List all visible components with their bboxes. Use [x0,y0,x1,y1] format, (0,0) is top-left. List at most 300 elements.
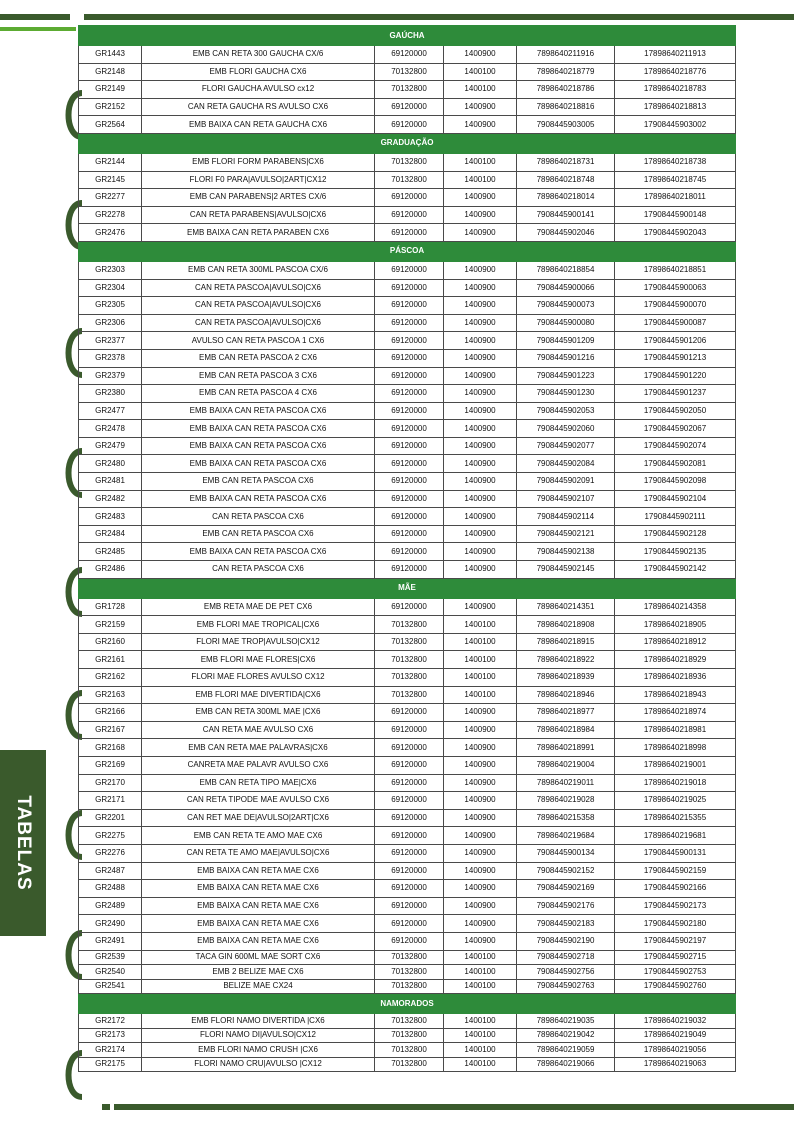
table-row [79,651,736,669]
dun-code: 17898640218936 [615,669,736,687]
internal-code: 1400900 [444,297,517,315]
internal-code: 1400900 [444,46,517,64]
ncm-code: 69120000 [375,206,444,224]
dun-code: 17908445902098 [615,473,736,491]
internal-code: 1400900 [444,402,517,420]
table-row [79,979,736,994]
internal-code: 1400900 [444,332,517,350]
ean-code: 7898640219066 [517,1057,615,1072]
ncm-code: 69120000 [375,473,444,491]
ean-code: 7908445902077 [517,437,615,455]
product-code: GR2482 [79,490,142,508]
ncm-code: 70132800 [375,651,444,669]
dun-code: 17898640218981 [615,721,736,739]
dun-code: 17908445900070 [615,297,736,315]
product-description: FLORI NAMO CRU|AVULSO |CX12 [142,1057,375,1072]
product-code: GR2491 [79,932,142,950]
product-description: FLORI MAE TROP|AVULSO|CX12 [142,633,375,651]
internal-code: 1400100 [444,616,517,634]
product-description: EMB BAIXA CAN RETA MAE CX6 [142,932,375,950]
ean-code: 7898640218991 [517,739,615,757]
ncm-code: 69120000 [375,915,444,933]
table-row [79,950,736,965]
table-row [79,224,736,242]
table-row [79,473,736,491]
product-description: CAN RETA PASCOA|AVULSO|CX6 [142,279,375,297]
internal-code: 1400900 [444,862,517,880]
ean-code: 7898640218731 [517,153,615,171]
product-description: EMB BAIXA CAN RETA PARABEN CX6 [142,224,375,242]
table-row [79,116,736,134]
internal-code: 1400100 [444,965,517,980]
product-code: GR2379 [79,367,142,385]
table-row [79,880,736,898]
dun-code: 17908445902050 [615,402,736,420]
ean-code: 7908445900066 [517,279,615,297]
internal-code: 1400900 [444,543,517,561]
dun-code: 17898640219025 [615,792,736,810]
table-row [79,402,736,420]
ean-code: 7898640215358 [517,809,615,827]
product-code: GR2277 [79,189,142,207]
table-row [79,669,736,687]
ean-code: 7898640218779 [517,63,615,81]
ncm-code: 69120000 [375,774,444,792]
table-row [79,686,736,704]
ncm-code: 70132800 [375,1028,444,1043]
ncm-code: 69120000 [375,297,444,315]
table-row [79,46,736,64]
product-code: GR2480 [79,455,142,473]
dun-code: 17898640218929 [615,651,736,669]
product-description: EMB FLORI GAUCHA CX6 [142,63,375,81]
ean-code: 7898640219004 [517,756,615,774]
ncm-code: 69120000 [375,367,444,385]
ean-code: 7898640218939 [517,669,615,687]
product-description: EMB CAN PARABENS|2 ARTES CX/6 [142,189,375,207]
ean-code: 7908445902718 [517,950,615,965]
side-tab-label: TABELAS [13,795,34,891]
ean-code: 7898640218915 [517,633,615,651]
ean-code: 7908445900141 [517,206,615,224]
product-code: GR2378 [79,349,142,367]
internal-code: 1400900 [444,598,517,616]
product-code: GR2479 [79,437,142,455]
table-row [79,704,736,722]
product-description: EMB FLORI NAMO CRUSH |CX6 [142,1043,375,1058]
product-code: GR2540 [79,965,142,980]
product-description: CAN RETA PASCOA|AVULSO|CX6 [142,297,375,315]
product-code: GR2275 [79,827,142,845]
ncm-code: 69120000 [375,880,444,898]
dun-code: 17908445902128 [615,525,736,543]
ean-code: 7898640219028 [517,792,615,810]
dun-code: 17908445902081 [615,455,736,473]
product-description: EMB BAIXA CAN RETA GAUCHA CX6 [142,116,375,134]
table-row [79,598,736,616]
product-description: EMB CAN RETA PASCOA 3 CX6 [142,367,375,385]
table-row [79,490,736,508]
product-code: GR2152 [79,98,142,116]
internal-code: 1400900 [444,792,517,810]
table-row [79,508,736,526]
internal-code: 1400900 [444,473,517,491]
product-description: CAN RETA TE AMO MAE|AVULSO|CX6 [142,844,375,862]
dun-code: 17898640218783 [615,81,736,99]
table-row [79,171,736,189]
ean-code: 7908445902121 [517,525,615,543]
dun-code: 17898640218851 [615,261,736,279]
ean-code: 7898640219042 [517,1028,615,1043]
ncm-code: 69120000 [375,508,444,526]
internal-code: 1400900 [444,116,517,134]
dun-code: 17898640218745 [615,171,736,189]
ncm-code: 69120000 [375,189,444,207]
internal-code: 1400900 [444,455,517,473]
dun-code: 17908445901206 [615,332,736,350]
product-description: CAN RETA PARABENS|AVULSO|CX6 [142,206,375,224]
internal-code: 1400100 [444,950,517,965]
section-header-row [79,994,736,1014]
product-code: GR2171 [79,792,142,810]
internal-code: 1400900 [444,739,517,757]
internal-code: 1400900 [444,561,517,579]
ncm-code: 69120000 [375,402,444,420]
internal-code: 1400100 [444,63,517,81]
internal-code: 1400900 [444,721,517,739]
table-row [79,332,736,350]
ean-code: 7898640218854 [517,261,615,279]
ncm-code: 70132800 [375,950,444,965]
ean-code: 7908445902053 [517,402,615,420]
ncm-code: 69120000 [375,809,444,827]
section-header-row [79,578,736,598]
internal-code: 1400100 [444,669,517,687]
ean-code: 7908445902060 [517,420,615,438]
internal-code: 1400900 [444,756,517,774]
product-description: EMB CAN RETA PASCOA CX6 [142,525,375,543]
product-table [78,25,736,1072]
table-row [79,827,736,845]
ncm-code: 69120000 [375,756,444,774]
dun-code: 17908445900131 [615,844,736,862]
section-title: PÁSCOA [79,241,736,261]
ean-code: 7908445901216 [517,349,615,367]
ncm-code: 69120000 [375,490,444,508]
dun-code: 17898640218813 [615,98,736,116]
ean-code: 7898640219059 [517,1043,615,1058]
product-code: GR2303 [79,261,142,279]
dun-code: 17898640218011 [615,189,736,207]
ncm-code: 69120000 [375,792,444,810]
product-code: GR2541 [79,979,142,994]
table-row [79,1014,736,1029]
table-row [79,279,736,297]
table-row [79,616,736,634]
table-row [79,525,736,543]
ncm-code: 70132800 [375,63,444,81]
table-row [79,153,736,171]
dun-code: 17908445902180 [615,915,736,933]
product-code: GR2306 [79,314,142,332]
dun-code: 17898640219049 [615,1028,736,1043]
dun-code: 17898640219032 [615,1014,736,1029]
ncm-code: 69120000 [375,116,444,134]
table-row [79,543,736,561]
product-code: GR2149 [79,81,142,99]
product-code: GR2278 [79,206,142,224]
product-description: EMB CAN RETA PASCOA 4 CX6 [142,385,375,403]
dun-code: 17908445900148 [615,206,736,224]
ncm-code: 69120000 [375,385,444,403]
internal-code: 1400100 [444,1014,517,1029]
ean-code: 7898640219035 [517,1014,615,1029]
ean-code: 7908445902114 [517,508,615,526]
table-row [79,862,736,880]
product-code: GR2377 [79,332,142,350]
internal-code: 1400100 [444,171,517,189]
ean-code: 7908445901230 [517,385,615,403]
product-code: GR2477 [79,402,142,420]
table-row [79,385,736,403]
dun-code: 17908445902753 [615,965,736,980]
product-code: GR2488 [79,880,142,898]
ncm-code: 70132800 [375,153,444,171]
internal-code: 1400900 [444,897,517,915]
product-code: GR2159 [79,616,142,634]
dun-code: 17908445900063 [615,279,736,297]
product-description: EMB BAIXA CAN RETA PASCOA CX6 [142,437,375,455]
internal-code: 1400100 [444,651,517,669]
product-code: GR2173 [79,1028,142,1043]
product-description: EMB BAIXA CAN RETA MAE CX6 [142,880,375,898]
dun-code: 17898640211913 [615,46,736,64]
dun-code: 17908445902067 [615,420,736,438]
ncm-code: 69120000 [375,844,444,862]
product-table-body [79,26,736,1072]
internal-code: 1400900 [444,367,517,385]
internal-code: 1400900 [444,206,517,224]
section-title: GRADUAÇÃO [79,133,736,153]
ncm-code: 69120000 [375,224,444,242]
product-description: EMB CAN RETA 300 GAUCHA CX/6 [142,46,375,64]
ean-code: 7908445901209 [517,332,615,350]
ean-code: 7908445902756 [517,965,615,980]
dun-code: 17908445902074 [615,437,736,455]
ncm-code: 70132800 [375,965,444,980]
ean-code: 7908445901223 [517,367,615,385]
table-row [79,897,736,915]
product-code: GR2478 [79,420,142,438]
ean-code: 7898640218922 [517,651,615,669]
product-code: GR2162 [79,669,142,687]
ncm-code: 70132800 [375,171,444,189]
product-description: CAN RETA PASCOA CX6 [142,508,375,526]
table-row [79,81,736,99]
table-row [79,965,736,980]
ean-code: 7908445900134 [517,844,615,862]
ncm-code: 69120000 [375,314,444,332]
ean-code: 7908445900080 [517,314,615,332]
ean-code: 7908445902176 [517,897,615,915]
ncm-code: 70132800 [375,633,444,651]
ncm-code: 69120000 [375,827,444,845]
table-row [79,792,736,810]
section-title: NAMORADOS [79,994,736,1014]
product-code: GR2167 [79,721,142,739]
product-description: CAN RETA MAE AVULSO CX6 [142,721,375,739]
ean-code: 7908445902763 [517,979,615,994]
ncm-code: 70132800 [375,669,444,687]
table-row [79,437,736,455]
ncm-code: 69120000 [375,897,444,915]
section-header-row [79,133,736,153]
product-description: FLORI MAE FLORES AVULSO CX12 [142,669,375,687]
ncm-code: 70132800 [375,1014,444,1029]
ncm-code: 70132800 [375,686,444,704]
internal-code: 1400900 [444,420,517,438]
product-code: GR2276 [79,844,142,862]
dun-code: 17908445902715 [615,950,736,965]
ncm-code: 69120000 [375,332,444,350]
table-row [79,561,736,579]
ean-code: 7908445902084 [517,455,615,473]
ncm-code: 70132800 [375,1057,444,1072]
dun-code: 17908445901220 [615,367,736,385]
dun-code: 17898640219001 [615,756,736,774]
product-description: FLORI GAUCHA AVULSO cx12 [142,81,375,99]
dun-code: 17898640214358 [615,598,736,616]
internal-code: 1400100 [444,1057,517,1072]
internal-code: 1400100 [444,81,517,99]
section-header-row [79,26,736,46]
dun-code: 17898640215355 [615,809,736,827]
dun-code: 17898640219063 [615,1057,736,1072]
product-description: CAN RETA TIPODE MAE AVULSO CX6 [142,792,375,810]
product-description: EMB CAN RETA TE AMO MAE CX6 [142,827,375,845]
table-row [79,63,736,81]
internal-code: 1400100 [444,979,517,994]
ncm-code: 69120000 [375,279,444,297]
product-description: EMB BAIXA CAN RETA MAE CX6 [142,897,375,915]
ean-code: 7898640218014 [517,189,615,207]
ean-code: 7908445902183 [517,915,615,933]
ean-code: 7908445900073 [517,297,615,315]
product-description: EMB BAIXA CAN RETA MAE CX6 [142,862,375,880]
dun-code: 17898640218974 [615,704,736,722]
internal-code: 1400900 [444,349,517,367]
internal-code: 1400100 [444,686,517,704]
product-code: GR2484 [79,525,142,543]
ean-code: 7908445902046 [517,224,615,242]
product-code: GR2170 [79,774,142,792]
ncm-code: 69120000 [375,932,444,950]
product-description: EMB BAIXA CAN RETA PASCOA CX6 [142,420,375,438]
product-code: GR2174 [79,1043,142,1058]
product-code: GR2486 [79,561,142,579]
product-code: GR2304 [79,279,142,297]
table-row [79,98,736,116]
ncm-code: 70132800 [375,616,444,634]
internal-code: 1400900 [444,704,517,722]
ean-code: 7908445902152 [517,862,615,880]
product-description: CANRETA MAE PALAVR AVULSO CX6 [142,756,375,774]
internal-code: 1400100 [444,1028,517,1043]
table-row [79,1057,736,1072]
section-title: GAÚCHA [79,26,736,46]
ean-code: 7908445902169 [517,880,615,898]
ean-code: 7908445902190 [517,932,615,950]
table-row [79,721,736,739]
dun-code: 17898640218943 [615,686,736,704]
table-row [79,844,736,862]
product-description: EMB FLORI MAE FLORES|CX6 [142,651,375,669]
table-row [79,261,736,279]
internal-code: 1400100 [444,633,517,651]
product-description: CAN RETA PASCOA|AVULSO|CX6 [142,314,375,332]
ean-code: 7908445902138 [517,543,615,561]
table-row [79,349,736,367]
product-description: EMB BAIXA CAN RETA PASCOA CX6 [142,455,375,473]
top-accent-bar [0,27,76,31]
table-row [79,297,736,315]
ean-code: 7908445902107 [517,490,615,508]
product-code: GR2175 [79,1057,142,1072]
dun-code: 17908445901237 [615,385,736,403]
product-description: CAN RET MAE DE|AVULSO|2ART|CX6 [142,809,375,827]
ean-code: 7898640218977 [517,704,615,722]
ncm-code: 69120000 [375,561,444,579]
product-code: GR2201 [79,809,142,827]
ean-code: 7898640218908 [517,616,615,634]
ean-code: 7898640218816 [517,98,615,116]
product-description: EMB CAN RETA MAE PALAVRAS|CX6 [142,739,375,757]
internal-code: 1400900 [444,880,517,898]
product-code: GR2168 [79,739,142,757]
dun-code: 17908445902111 [615,508,736,526]
product-code: GR2476 [79,224,142,242]
product-description: EMB CAN RETA TIPO MAE|CX6 [142,774,375,792]
dun-code: 17908445902142 [615,561,736,579]
internal-code: 1400900 [444,809,517,827]
ean-code: 7898640219011 [517,774,615,792]
table-row [79,206,736,224]
dun-code: 17898640218776 [615,63,736,81]
ncm-code: 69120000 [375,862,444,880]
product-code: GR2305 [79,297,142,315]
product-description: EMB CAN RETA 300ML MAE |CX6 [142,704,375,722]
top-left-decor-bar [0,14,70,20]
ean-code: 7898640218984 [517,721,615,739]
table-row [79,739,736,757]
ncm-code: 69120000 [375,349,444,367]
table-row [79,633,736,651]
product-description: EMB FLORI MAE TROPICAL|CX6 [142,616,375,634]
product-description: EMB 2 BELIZE MAE CX6 [142,965,375,980]
table-row [79,932,736,950]
dun-code: 17908445902197 [615,932,736,950]
ncm-code: 69120000 [375,46,444,64]
product-description: BELIZE MAE CX24 [142,979,375,994]
internal-code: 1400900 [444,525,517,543]
dun-code: 17898640218912 [615,633,736,651]
dun-code: 17898640218998 [615,739,736,757]
internal-code: 1400900 [444,827,517,845]
dun-code: 17908445902135 [615,543,736,561]
table-row [79,1028,736,1043]
product-description: EMB FLORI FORM PARABENS|CX6 [142,153,375,171]
internal-code: 1400900 [444,279,517,297]
